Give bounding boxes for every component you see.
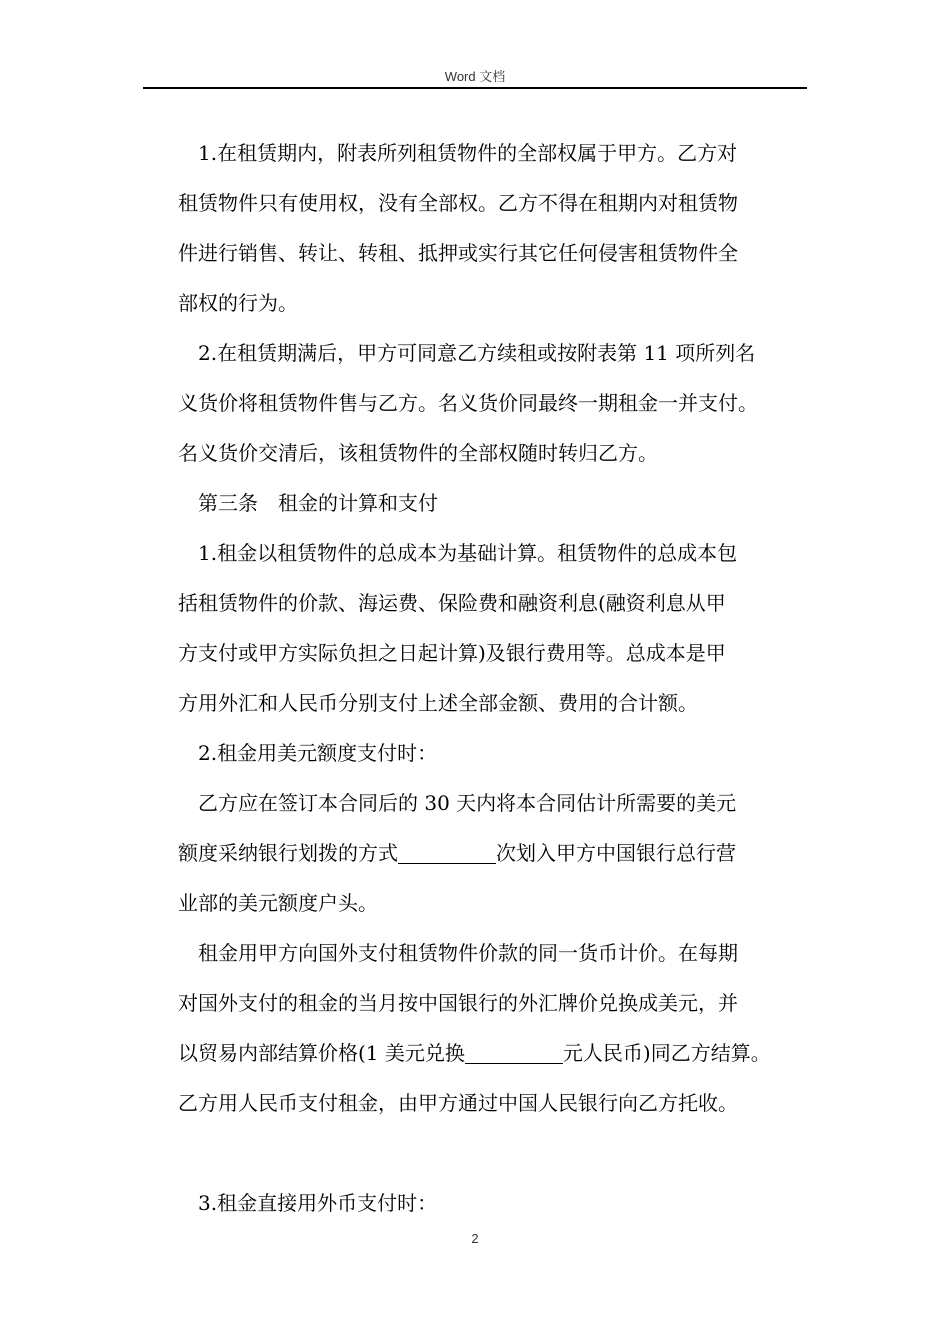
text-line: 乙方应在签订本合同后的 30 天内将本合同估计所需要的美元 [198,791,737,815]
paragraph-ownership [178,128,818,328]
paragraph-rent-calculation [178,528,818,728]
page-number: 2 [471,1231,479,1246]
text-line: 义货价将租赁物件售与乙方。名义货价同最终一期租金一并支付。 [178,391,758,415]
text-line: 括租赁物件的价款、海运费、保险费和融资利息(融资利息从甲 [178,591,726,615]
text-line: 1.租金以租赁物件的总成本为基础计算。租赁物件的总成本包 [198,541,738,565]
document-body [178,128,818,1228]
header-divider [143,87,807,89]
text-line: 2.租金用美元额度支付时： [198,741,438,765]
paragraph-usd-transfer [178,778,818,928]
text-line: 乙方用人民币支付租金，由甲方通过中国人民银行向乙方托收。 [178,1091,738,1115]
text-segment: 以贸易内部结算价格(1 美元兑换 [178,1041,465,1065]
paragraph-foreign-currency [178,1178,818,1228]
paragraph-expiry [178,328,818,478]
text-line: 名义货价交清后，该租赁物件的全部权随时转归乙方。 [178,441,658,465]
text-line [178,1028,818,1078]
text-line: 对国外支付的租金的当月按中国银行的外汇牌价兑换成美元，并 [178,991,738,1015]
text-line: 件进行销售、转让、转租、抵押或实行其它任何侵害租赁物件全 [178,241,738,265]
fill-in-blank[interactable] [398,843,496,864]
text-line [178,828,818,878]
article-heading [178,478,818,528]
text-segment: 次划入甲方中国银行总行营 [496,841,736,865]
text-line: 部权的行为。 [178,291,298,315]
text-segment: 元人民币)同乙方结算。 [562,1041,771,1065]
text-line: 2.在租赁期满后，甲方可同意乙方续租或按附表第 11 项所列名 [198,341,756,365]
paragraph-usd-payment [178,728,818,778]
text-line: 租赁物件只有使用权，没有全部权。乙方不得在租期内对租赁物 [178,191,738,215]
text-line: 1.在租赁期内，附表所列租赁物件的全部权属于甲方。乙方对 [198,141,738,165]
paragraph-currency [178,928,818,1128]
page-header: Word 文档 [444,69,506,84]
paragraph-spacer [178,1128,818,1178]
text-line: 方支付或甲方实际负担之日起计算)及银行费用等。总成本是甲 [178,641,726,665]
text-line: 业部的美元额度户头。 [178,891,378,915]
text-line: 租金用甲方向国外支付租赁物件价款的同一货币计价。在每期 [198,941,738,965]
section-title: 第三条 租金的计算和支付 [198,491,438,515]
fill-in-blank[interactable] [465,1043,563,1064]
text-line: 方用外汇和人民币分别支付上述全部金额、费用的合计额。 [178,691,698,715]
text-segment: 额度采纳银行划拨的方式 [178,841,398,865]
text-line: 3.租金直接用外币支付时： [198,1191,438,1215]
